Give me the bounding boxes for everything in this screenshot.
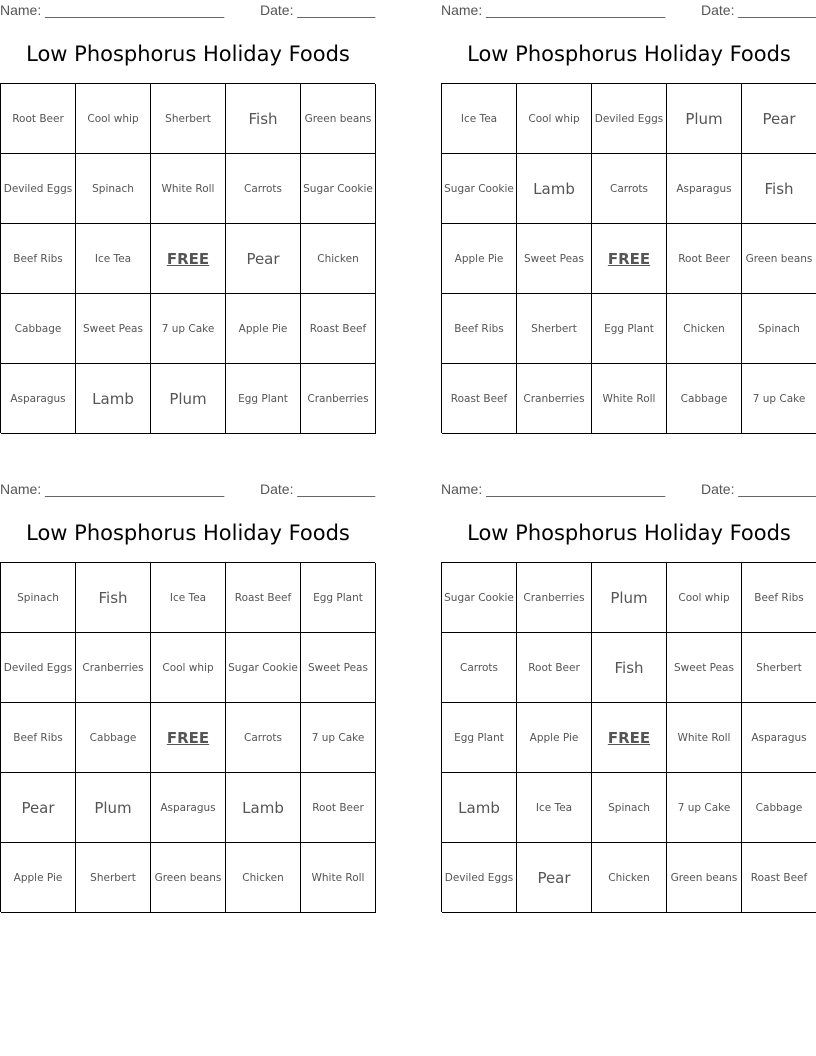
card-title: Low Phosphorus Holiday Foods [26,521,350,545]
bingo-cell: Egg Plant [592,294,667,364]
bingo-cell: Carrots [226,154,301,224]
bingo-cell: Sherbert [76,843,151,913]
bingo-grid [441,83,816,433]
bingo-cell: White Roll [592,364,667,434]
bingo-cell: Pear [1,773,76,843]
bingo-cell: Sherbert [742,633,816,703]
bingo-cell: Apple Pie [1,843,76,913]
bingo-cell: Asparagus [742,703,816,773]
bingo-cell: 7 up Cake [742,364,816,434]
bingo-cell: Beef Ribs [1,224,76,294]
bingo-cell: Deviled Eggs [1,154,76,224]
bingo-grid [0,83,375,433]
bingo-cell: Sugar Cookie [301,154,376,224]
bingo-cell: Green beans [667,843,742,913]
date-field: Date: __________ [701,481,816,497]
name-field: Name: _______________________ [0,2,225,18]
free-space-cell: FREE [151,703,226,773]
date-field: Date: __________ [701,2,816,18]
card-header [0,0,376,20]
bingo-cell: Cabbage [76,703,151,773]
bingo-cell: White Roll [667,703,742,773]
bingo-cell: White Roll [151,154,226,224]
free-space-cell: FREE [592,703,667,773]
bingo-cell: Sweet Peas [667,633,742,703]
bingo-cell: Root Beer [1,84,76,154]
bingo-cell: Carrots [592,154,667,224]
bingo-cell: Asparagus [667,154,742,224]
bingo-cell: Spinach [742,294,816,364]
bingo-cell: Egg Plant [301,563,376,633]
bingo-cell: Asparagus [151,773,226,843]
bingo-cell: Plum [592,563,667,633]
bingo-cell: Cranberries [517,563,592,633]
bingo-cell: Cool whip [667,563,742,633]
bingo-cell: 7 up Cake [301,703,376,773]
bingo-cell: 7 up Cake [151,294,226,364]
bingo-cell: Pear [226,224,301,294]
free-space-cell: FREE [151,224,226,294]
bingo-cell: Root Beer [517,633,592,703]
bingo-cell: Chicken [667,294,742,364]
bingo-cell: Cranberries [517,364,592,434]
bingo-cell: Sherbert [517,294,592,364]
bingo-cell: Lamb [442,773,517,843]
bingo-cell: Fish [76,563,151,633]
bingo-cell: Cool whip [76,84,151,154]
bingo-cell: Cranberries [301,364,376,434]
bingo-grid [0,562,375,912]
date-field: Date: __________ [260,2,376,18]
bingo-cell: Pear [517,843,592,913]
card-header [0,479,376,499]
bingo-cell: Spinach [592,773,667,843]
bingo-cell: Sweet Peas [517,224,592,294]
bingo-cell: Apple Pie [226,294,301,364]
bingo-cell: Lamb [76,364,151,434]
card-header [441,0,816,20]
bingo-cell: Pear [742,84,816,154]
bingo-cell: Roast Beef [442,364,517,434]
bingo-cell: Fish [226,84,301,154]
bingo-cell: Spinach [1,563,76,633]
bingo-cell: Ice Tea [76,224,151,294]
name-field: Name: _______________________ [441,481,666,497]
bingo-card-1 [0,0,376,435]
bingo-cell: Cabbage [742,773,816,843]
bingo-cell: Cabbage [1,294,76,364]
bingo-cell: Deviled Eggs [592,84,667,154]
bingo-cell: Lamb [517,154,592,224]
bingo-card-4 [441,479,816,914]
bingo-card-2 [441,0,816,435]
bingo-cell: Green beans [151,843,226,913]
bingo-cell: Egg Plant [226,364,301,434]
bingo-cell: Plum [76,773,151,843]
bingo-cell: Green beans [301,84,376,154]
bingo-cell: Apple Pie [517,703,592,773]
bingo-card-3 [0,479,376,914]
name-field: Name: _______________________ [441,2,666,18]
bingo-cell: Deviled Eggs [442,843,517,913]
bingo-cell: Beef Ribs [1,703,76,773]
bingo-cell: Lamb [226,773,301,843]
bingo-cell: Beef Ribs [742,563,816,633]
bingo-cell: Sweet Peas [76,294,151,364]
bingo-cell: Carrots [226,703,301,773]
name-field: Name: _______________________ [0,481,225,497]
bingo-cell: Cabbage [667,364,742,434]
bingo-cell: Chicken [301,224,376,294]
bingo-cell: Fish [742,154,816,224]
bingo-cell: Sugar Cookie [226,633,301,703]
bingo-cell: Roast Beef [742,843,816,913]
bingo-cell: Cool whip [151,633,226,703]
bingo-cell: Cool whip [517,84,592,154]
bingo-cell: Carrots [442,633,517,703]
bingo-cell: Root Beer [301,773,376,843]
bingo-cell: Sugar Cookie [442,154,517,224]
date-field: Date: __________ [260,481,376,497]
bingo-cell: Asparagus [1,364,76,434]
bingo-cell: Green beans [742,224,816,294]
card-title: Low Phosphorus Holiday Foods [467,42,791,66]
bingo-cell: Sherbert [151,84,226,154]
bingo-cell: Deviled Eggs [1,633,76,703]
bingo-cell: 7 up Cake [667,773,742,843]
bingo-cell: Plum [667,84,742,154]
bingo-cell: Ice Tea [442,84,517,154]
bingo-cell: Sugar Cookie [442,563,517,633]
bingo-cell: Ice Tea [151,563,226,633]
bingo-cell: Plum [151,364,226,434]
bingo-cell: Ice Tea [517,773,592,843]
card-header [441,479,816,499]
bingo-cell: Egg Plant [442,703,517,773]
bingo-cell: Chicken [592,843,667,913]
card-title: Low Phosphorus Holiday Foods [467,521,791,545]
bingo-cell: Beef Ribs [442,294,517,364]
bingo-cell: Sweet Peas [301,633,376,703]
bingo-cell: Roast Beef [301,294,376,364]
bingo-cell: Roast Beef [226,563,301,633]
bingo-grid [441,562,816,912]
card-title: Low Phosphorus Holiday Foods [26,42,350,66]
bingo-cell: Apple Pie [442,224,517,294]
bingo-cell: Spinach [76,154,151,224]
bingo-cell: Chicken [226,843,301,913]
bingo-cell: Cranberries [76,633,151,703]
free-space-cell: FREE [592,224,667,294]
bingo-cell: Root Beer [667,224,742,294]
bingo-cell: White Roll [301,843,376,913]
bingo-cell: Fish [592,633,667,703]
